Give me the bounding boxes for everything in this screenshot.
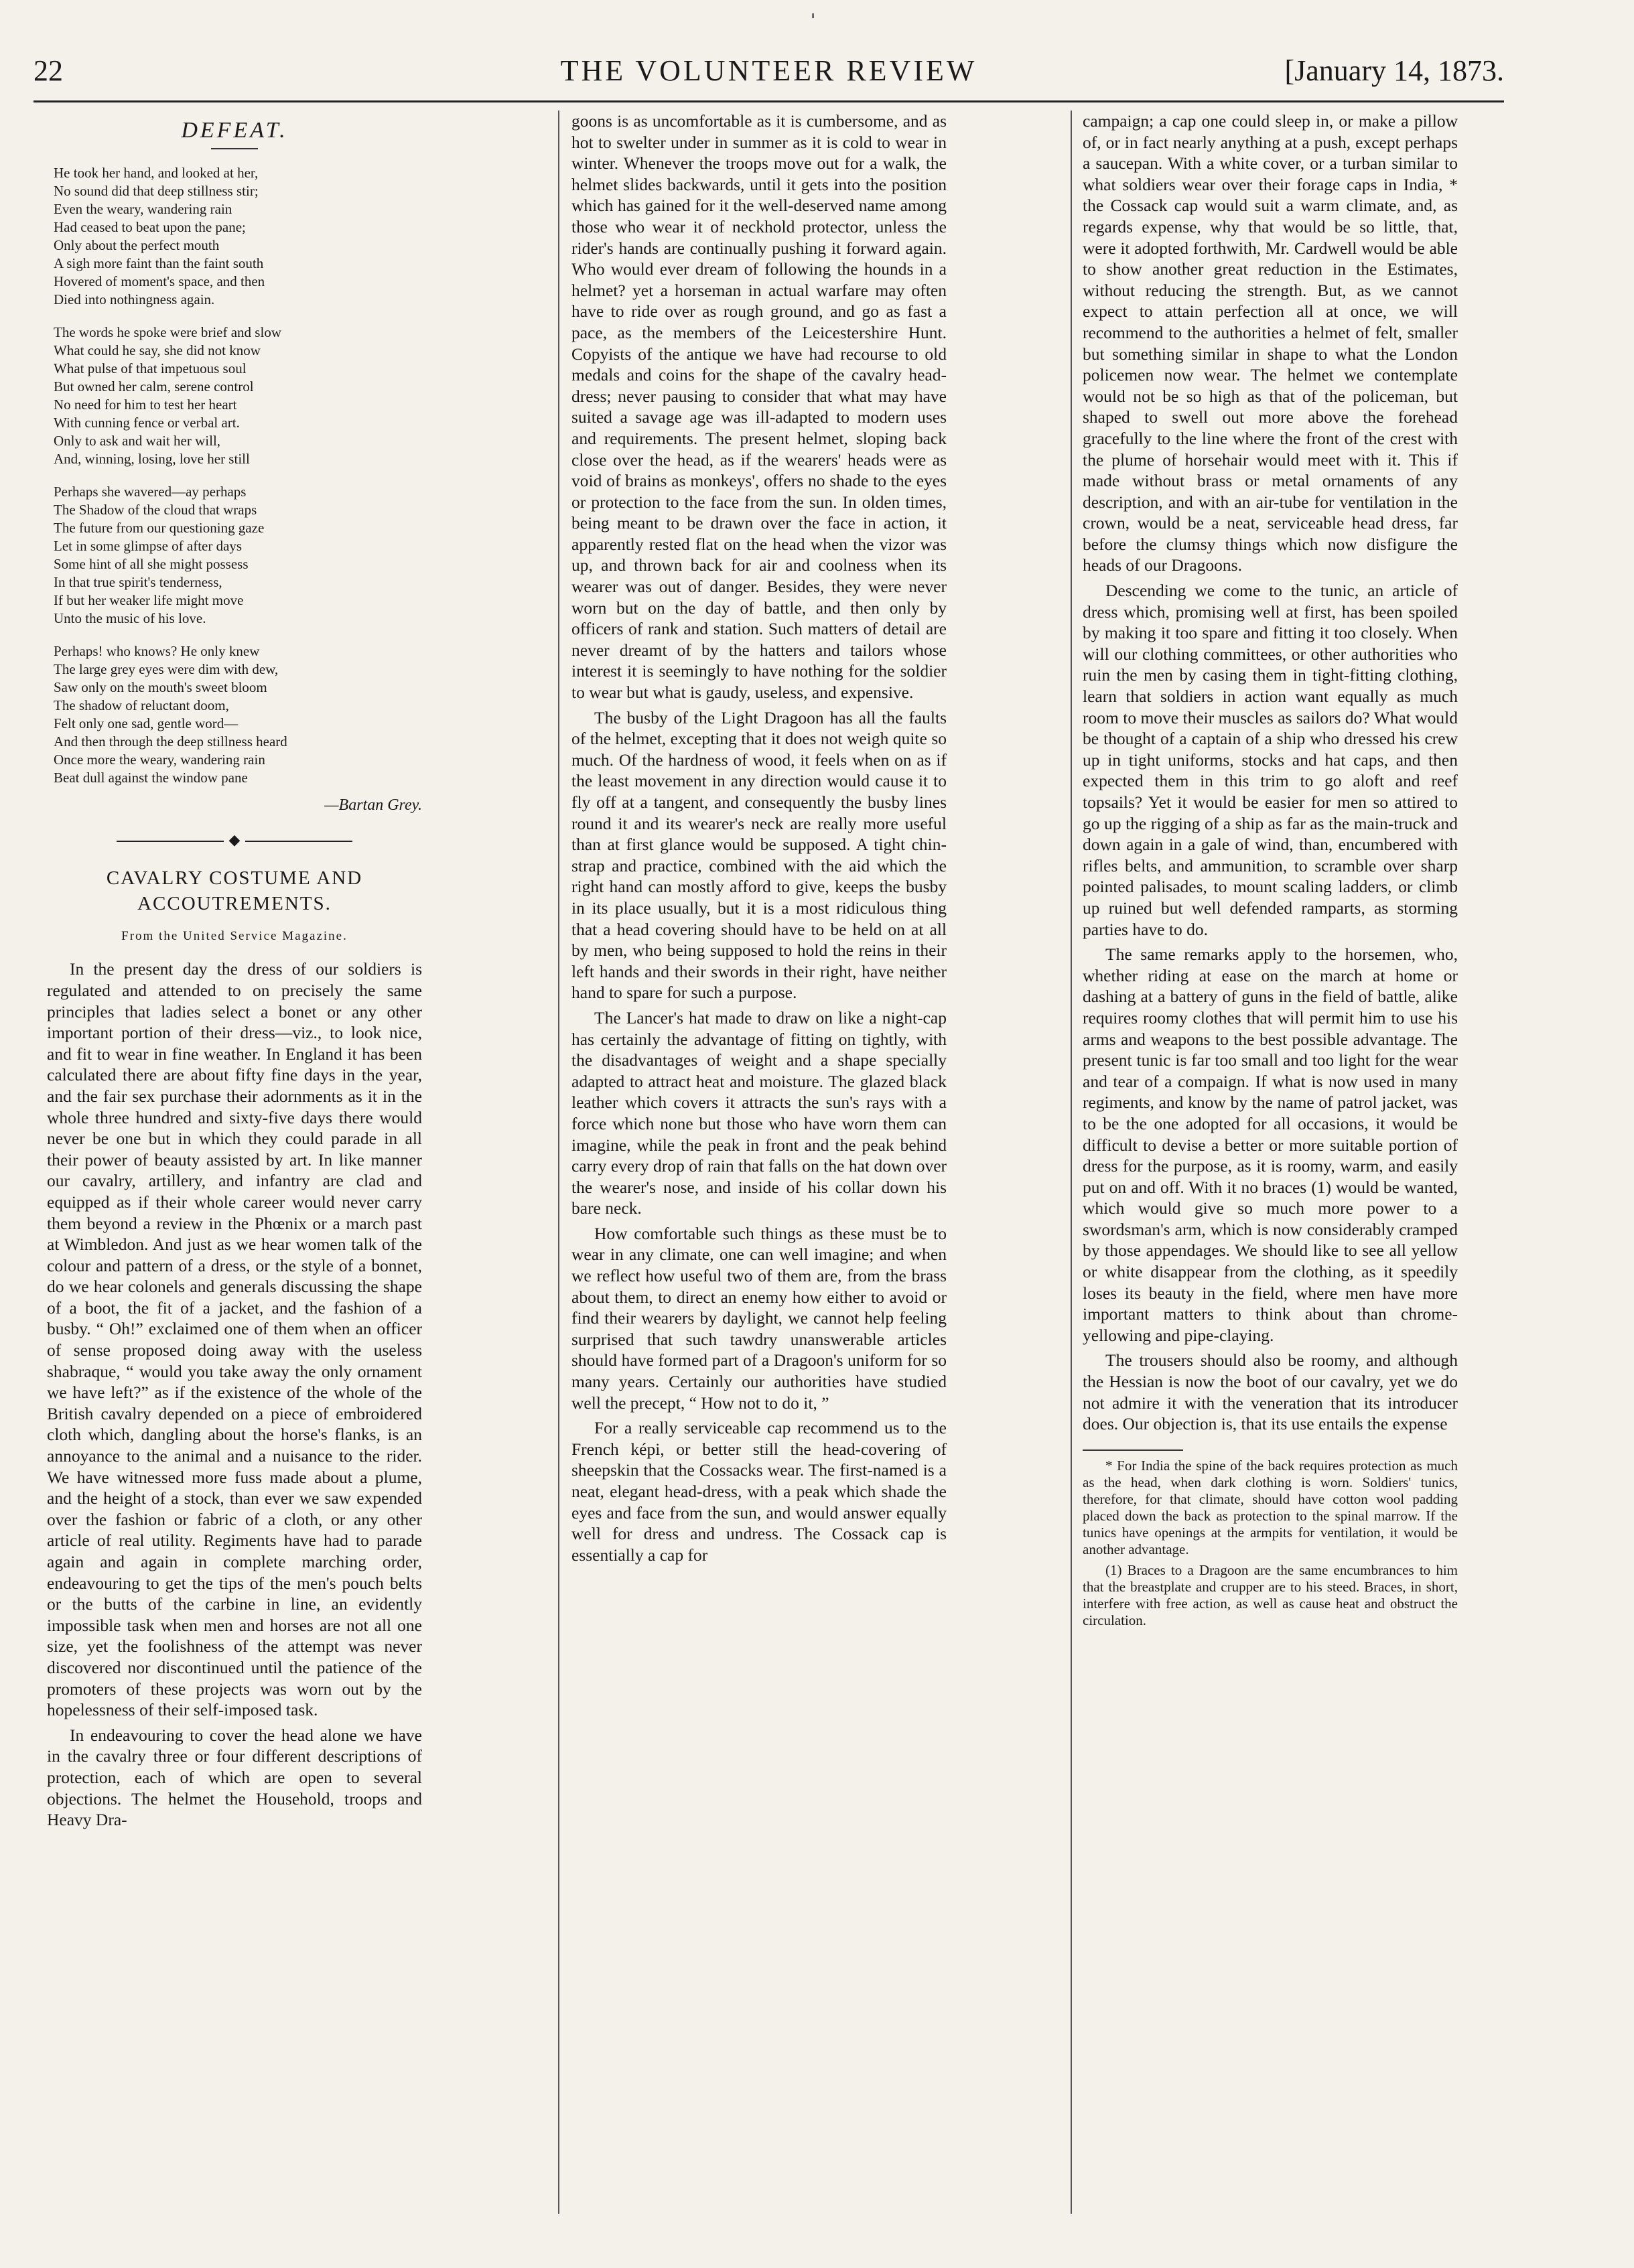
article-paragraph: The trousers should also be roomy, and although the Hessian is now the boot of our cavalry, yet we do not admire it with the veneration that its introducer does. Our objection is, that its use entails the expense xyxy=(1083,1350,1458,1434)
article-source: From the United Service Magazine. xyxy=(121,928,348,943)
poem-line: Felt only one sad, gentle word— xyxy=(54,715,239,731)
article-paragraph: In the present day the dress of our soldiers is regulated and attended to on precisely the same principles that ladies select a bonet or any other important portion of their dress—viz., to look nice, and fit to wear in fine weather. In England it has been calculated there are about fifty fine days in the year, and the fair sex purchase their adornments as it in the whole three hundred and sixty-five days there would never be one but in which they could parade in all their power of beauty assisted by art. In like manner our cavalry, artillery, and infantry are clad and equipped as if their whole career would never carry them beyond a review in the Phœnix or a march past at Wimbledon. And just as we hear women talk of the colour and pattern of a dress, or the style of a bonnet, do we hear colonels and generals discussing the shape of a boot, the fit of a jacket, and the fashion of a busby. “ Oh!” exclaimed one of them when an officer of sense proposed doing away with the useless shabraque, “ would you take away the only ornament we have left?” as if the existence of the whole of the British cavalry depended on a piece of embroidered cloth which, dangling about the horse's flanks, is an annoyance to the animal and a nuisance to the rider. We have witnessed more fuss made about a plume, and the height of a stock, than ever we saw expended over the fashion or fabric of a cloth, or any other article of real utility. Regiments have had to parade again and again in complete marching order, endeavouring to get the tips of the men's pouch belts or the butts of the carbine in line, an evidently impossible task when men and horses are not all one size, yet the foolishness of the attempt was never discovered nor discontinued until the patience of the promoters of these projects was worn out by the hopelessness of their self-imposed task. xyxy=(47,959,422,1720)
poem-stanza xyxy=(47,642,422,787)
column-rule-1 xyxy=(558,111,559,2214)
poem-line: Beat dull against the window pane xyxy=(54,769,248,786)
issue-date: [January 14, 1873. xyxy=(1284,54,1504,87)
poem-line: In that true spirit's tenderness, xyxy=(54,573,222,590)
column-2 xyxy=(571,111,947,1569)
poem-line: What pulse of that impetuous soul xyxy=(54,360,247,376)
corner-mark: ' xyxy=(811,11,816,31)
footnote: * For India the spine of the back requires protection as much as the head, when dark clothing is worn. Soldiers' tunics, therefore, for that climate, should have cotton wool padding placed down the back as protection to the spinal marrow. If the tunics have openings at the armpits for ventilation, it would be another advantage. xyxy=(1083,1457,1458,1557)
poem-title-rule xyxy=(211,148,258,149)
poem-line: With cunning fence or verbal art. xyxy=(54,414,240,431)
poem-line: And then through the deep stillness heard xyxy=(54,733,287,750)
page-number: 22 xyxy=(33,54,63,87)
article-paragraph: For a really serviceable cap recommend us to the French képi, or better still the head-covering of sheepskin that the Cossacks wear. The first-named is a neat, elegant head-dress, with a peak which shade the eyes and face from the sun, and would answer equally well for dress and undress. The Cossack cap is essentially a cap for xyxy=(571,1418,947,1565)
poem-line: Even the weary, wandering rain xyxy=(54,200,232,217)
article-paragraph: campaign; a cap one could sleep in, or make a pillow of, or in fact nearly anything at a push, except perhaps a saucepan. With a white cover, or a turban similar to what soldiers wear over their forage caps in India, * the Cossack cap would suit a warm climate, and, as regards expense, why that would be so little, that, were it adopted forthwith, Mr. Cardwell would be able to show another great reduction in the Estimates, without reducing the strength. But, as we cannot expect to attain perfection all at once, we will recommend to the authorities a helmet of felt, smaller but something similar in shape to what the London policemen now wear. The helmet we contemplate would not be so high as that of the policeman, but shaped to swell out more above the forehead gracefully to the line where the front of the crest with the plume of horsehair would meet with it. This if made without brass or metal ornaments of any description, and with an air-tube for ventilation in the crown, would be a neat, serviceable head dress, far before the clumsy things which now disfigure the heads of our Dragoons. xyxy=(1083,111,1458,575)
poem-line: The Shadow of the cloud that wraps xyxy=(54,501,257,518)
poem-line: Let in some glimpse of after days xyxy=(54,537,243,554)
poem-line: The large grey eyes were dim with dew, xyxy=(54,660,279,677)
poem-line: Unto the music of his love. xyxy=(54,610,206,626)
article-paragraph: Descending we come to the tunic, an article of dress which, promising well at first, has been spoiled by making it too spare and fitting it too closely. When will our clothing committees, or other authorities who ruin the men by casing them in tight-fitting clothing, learn that soldiers in action want equally as much room to move their muscles as sailors do? What would be thought of a captain of a ship who dressed his crew up in tight uniforms, stocks and hat caps, and then expected them in this trim to go aloft and reef topsails? Yet it would be easier for men so attired to go up the rigging of a ship as far as the main-truck and down again in a gale of wind, than, encumbered with rifles belts, and ammunition, to scramble over sharp pointed palisades, to mount scaling ladders, or climb up ruined but well defended ramparts, as storming parties have to do. xyxy=(1083,581,1458,939)
running-head xyxy=(33,54,1504,94)
poem-line: Once more the weary, wandering rain xyxy=(54,751,265,768)
article-paragraph: How comfortable such things as these must be to wear in any climate, one can well imagine; and when we reflect how useful two of them are, from the brass about them, to direct an enemy how either to avoid or find their wearers by daylight, we cannot help feeling surprised that such tawdry unanswerable articles should have formed part of a Dragoon's uniform for so many years. Certainly our authorities have studied well the precept, “ How not to do it, ” xyxy=(571,1223,947,1413)
poem-line: He took her hand, and looked at her, xyxy=(54,164,259,181)
publication-title: THE VOLUNTEER REVIEW xyxy=(560,54,977,87)
poem-line: Had ceased to beat upon the pane; xyxy=(54,218,246,235)
poem-stanza xyxy=(47,164,422,309)
poem-line: The shadow of reluctant doom, xyxy=(54,697,229,713)
poem-line: The future from our questioning gaze xyxy=(54,519,265,536)
poem-stanza xyxy=(47,483,422,628)
poem-title: DEFEAT. xyxy=(181,118,288,143)
poem-author: —Bartan Grey. xyxy=(324,796,422,814)
poem-line: What could he say, she did not know xyxy=(54,342,261,358)
poem-line: Only about the perfect mouth xyxy=(54,236,220,253)
section-ornament: ◆ xyxy=(47,829,422,851)
poem-line: Died into nothingness again. xyxy=(54,291,215,307)
poem-stanza xyxy=(47,324,422,468)
article-paragraph: The same remarks apply to the horsemen, who, whether riding at ease on the march at home or dashing at a battery of guns in the field of battle, alike requires roomy clothes that will permit him to use his arms and weapons to the best possible advantage. The present tunic is far too small and too light for the wear and tear of a compaign. If what is now used in many regiments, and know by the name of patrol jacket, was to be the one adopted for all occasions, it would be difficult to devise a better or more suitable portion of dress for the purpose, as it is roomy, warm, and easily put on and off. With it no braces (1) would be wanted, which would give so much more power to a swordsman's arm, which is now considerably cramped by those appendages. We should like to see all yellow or white disappear from the clothing, as it speedily loses its beauty in the field, where men have more important matters to think about than chrome-yellowing and pipe-claying. xyxy=(1083,944,1458,1345)
poem-line: No need for him to test her heart xyxy=(54,396,237,413)
footnote-rule xyxy=(1083,1449,1183,1451)
article-title: CAVALRY COSTUME AND ACCOUTREMENTS. xyxy=(106,867,363,914)
poem-line: If but her weaker life might move xyxy=(54,591,244,608)
article-paragraph: The Lancer's hat made to draw on like a night-cap has certainly the advantage of fitting on tightly, with the disadvantages of weight and a shape specially adapted to attract heat and moisture. The glazed black leather which covers it attracts the sun's rays with a force which none but those who have worn them can imagine, while the peak in front and the peak behind carry every drop of rain that falls on the hat down over the wearer's nose, and inside of his collar down his bare neck. xyxy=(571,1007,947,1218)
poem-line: Saw only on the mouth's sweet bloom xyxy=(54,679,267,695)
column-3 xyxy=(1083,111,1458,1633)
poem-line: Only to ask and wait her will, xyxy=(54,432,221,449)
poem-line: But owned her calm, serene control xyxy=(54,378,254,395)
poem-line: Hovered of moment's space, and then xyxy=(54,273,265,289)
poem-stanzas xyxy=(47,164,422,787)
poem-line: A sigh more faint than the faint south xyxy=(54,255,264,271)
poem-line: Some hint of all she might possess xyxy=(54,555,249,572)
article-paragraph: goons is as uncomfortable as it is cumbersome, and as hot to swelter under in summer as it is cold to wear in winter. Whenever the troops move out for a walk, the helmet slides backwards, until it gets into the position which has gained for it the well-deserved name among those who wear it of neckhold protector, unless the rider's hands are continually pushing it forward again. Who would ever dream of following the hounds in a helmet? yet a horseman in actual warfare may often have to ride over as rough ground, and go as fast a pace, as the members of the Leicestershire Hunt. Copyists of the antique we have had recourse to old medals and coins for the shape of the cavalry head-dress; never pausing to consider that what may have suited a savage age was ill-adapted to modern uses and requirements. The present helmet, sloping back close over the head, as if the wearers' heads were as void of brains as monkeys', offers no shade to the eyes or protection to the face from the sun. In olden times, being meant to be drawn over the face in action, it apparently rested flat on the head when the vizor was up, and thrown back for air and coolness when its wearer was out of danger. Besides, they were never worn but on the day of battle, and then only by officers of rank and station. Such matters of detail are never dreamt of by the hatters and tailors whose interest it is seemingly to have nothing for the soldier to wear but what is gaudy, useless, and expensive. xyxy=(571,111,947,703)
header-rule xyxy=(33,100,1504,102)
article-paragraph: In endeavouring to cover the head alone we have in the cavalry three or four different descriptions of protection, each of which are open to several objections. The helmet the Household, troops and Heavy Dra- xyxy=(47,1725,422,1830)
poem-line: No sound did that deep stillness stir; xyxy=(54,182,259,199)
column-1 xyxy=(47,111,422,1835)
poem-line: The words he spoke were brief and slow xyxy=(54,324,281,340)
poem-line: Perhaps she wavered—ay perhaps xyxy=(54,483,247,500)
poem-line: And, winning, losing, love her still xyxy=(54,450,250,467)
footnote: (1) Braces to a Dragoon are the same encumbrances to him that the breastplate and crupper are to his steed. Braces, in short, interfere with free action, as well as cause heat and obstruct the circulation. xyxy=(1083,1561,1458,1628)
poem-line: Perhaps! who knows? He only knew xyxy=(54,642,260,659)
article-paragraph: The busby of the Light Dragoon has all the faults of the helmet, excepting that it does not weigh quite so much. Of the hardness of wood, it feels when on as if the least movement in any direction would cause it to fly off at a tangent, and consequently the busby lines round it and its wearer's neck are really more useful than at first glance would be supposed. A tight chin-strap and practice, combined with the aid which the right hand can mostly afford to give, keeps the busby in its place usually, but it is a most ridiculous thing that a head covering should have to be held on at all by men, who being supposed to hold the reins in their left hands and their swords in their right, have neither hand to spare for such a purpose. xyxy=(571,707,947,1003)
column-rule-2 xyxy=(1071,111,1072,2214)
